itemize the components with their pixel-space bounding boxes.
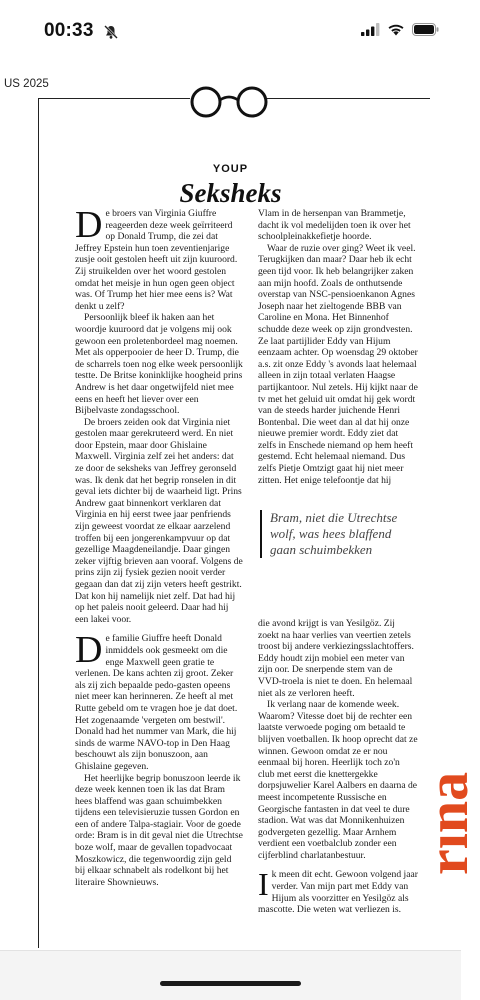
side-section-title: rına	[415, 771, 480, 875]
newspaper-page	[0, 70, 480, 950]
glasses-logo-icon	[188, 85, 270, 119]
left-vertical-rule	[38, 98, 39, 948]
dropcap: D	[75, 204, 103, 246]
article-column-right-bottom	[258, 618, 418, 916]
article-headline: Seksheks	[179, 178, 282, 208]
paragraph: Persoonlijk bleef ik haken aan het woordje kuuroord dat je volgens mij ook gewoon een proletenbordeel mag noemen. Met als opperpooier de heer D. Trump, die de scharrels toen nog elke week persoonlijk testte. De Britse koninklijke hoogheid prins Andrew is het daar ongetwijfeld niet mee eens en heeft het liever over een Bijbelvaste zondagsschool.	[75, 312, 243, 417]
battery-icon	[412, 23, 439, 36]
paragraph: De broers van Virginia Giuffre reageerden deze week geïrriteerd op Donald Trump, die zei dat Jeffrey Epstein hun toen zeventienjarige zusje ooit gestolen heeft uit zijn kuuroord. Zij struikelden over het woord gestolen omdat het meisje in hun ogen geen object was. Of Trump het hier mee eens is? Wat denkt u zelf?	[75, 204, 238, 312]
paragraph: Vlam in de hersenpan van Brammetje, dacht ik vol medelijden toen ik over het schoolpleinakkefietje hoorde.	[258, 208, 411, 243]
paragraph: Ik verlang naar de komende week. Waarom? Vitesse doet bij de rechter een laatste verwoede poging om betaald te blijven voetballen. Ik hoop oprecht dat ze winnen. Gewoon omdat ze er nou eenmaal bij horen. Heerlijk toch zo'n club met eerst die knettergekke dorpsjuwelier Karel Aalbers en daarna de meest incompetente Russische en Georgische fantasten in dat veel te dure stadion. Wat was dat Monnikenhuizen godvergeten gezellig. Maar Arnhem verdient een voetbalclub zonder een cijferblind charlatanbestuur.	[258, 699, 418, 861]
top-rule-left	[38, 98, 190, 99]
bottom-bar	[0, 950, 461, 1000]
status-bar	[0, 0, 461, 70]
wifi-icon	[387, 23, 405, 36]
masthead-date: US 2025	[4, 78, 49, 90]
article-column-left	[75, 204, 243, 888]
signal-icon	[361, 23, 380, 36]
top-rule-right	[265, 98, 430, 99]
paragraph: Het heerlijke begrip bonuszoon leerde ik deze week kennen toen ik las dat Bram hees blaffend was gaan schuimbekken tijdens een televisieruzie tussen Gordon en een of andere Talpa-stagiair. Voor de goede orde: Bram is in dit geval niet die Utrechtse boze wolf, maar de gevallen topadvocaat Moszkowicz, die tegenwoordig zijn geld bij elkaar schnabelt als rodelkont bij het literaire Shownieuws.	[75, 772, 243, 888]
dropcap: D	[75, 629, 103, 672]
paragraph: De familie Giuffre heeft Donald inmiddels ook gesmeekt om die enge Maxwell geen gratie te verlenen. De kans achten zij groot. Zeker als zij zich bepaalde pedo-gasten opeens niet meer kan herinneren. Ze heeft al met Rutte gebeld om te vragen hoe je dat doet. Het zogenaamde 'vergeten om bestwil'. Donald had het nummer van Mark, die hij sinds de warme NAVO-top in Den Haag beschouwt als zijn bonuszoon, aan Ghislaine gegeven.	[75, 629, 238, 772]
status-icons	[361, 23, 439, 36]
home-indicator[interactable]	[160, 981, 301, 986]
dropcap: I	[258, 866, 269, 903]
paragraph: Ik meen dit echt. Gewoon volgend jaar verder. Van mijn part met Eddy van Hijum als voorzitter en Yesilgöz als mascotte. Die weten wat verliezen is.	[258, 866, 418, 916]
paragraph: Waar de ruzie over ging? Weet ik veel. Terugkijken dan maar? Daar heb ik echt geen tijd voor. Ik heb belangrijker zaken aan mijn hoofd. Zoals de onthutsende overstap van NSC-pensioenkanon Agnes Joseph naar het zieltogende BBB van Caroline en Mona. Het Binnenhof schudde deze week op zijn grondvesten. Ze laat partijlider Eddy van Hijum eenzaam achter. Op woensdag 29 oktober a.s. zit onze Eddy 's avonds laat helemaal alleen in zijn totaal verlaten Haagse partijkantoor. Nul zetels. Hij kijkt naar de tv met het geluid uit omdat hij gek wordt van de steeds harder juichende Henri Bontenbal. Die weet dan al dat hij onze nieuwe premier wordt. Eddy ziet dat zelfs in Enschede niemand op hem heeft gestemd. Echt helemaal niemand. Dus zelfs Pietje Omtzigt gaat hij niet meer zitten. Het enige telefoontje dat hij	[258, 242, 418, 486]
pull-quote: Bram, niet die Utrechtse wolf, was hees blaffend gaan schuimbekken	[260, 510, 410, 558]
paragraph: die avond krijgt is van Yesilgöz. Zij zoekt na haar verlies van veertien zetels troost bij andere verkiezingsslachtoffers. Eddy houdt zijn mobiel een meter van zijn oor. De snerpende stem van de VVD-troela is niet te doen. En helemaal niet als ze verloren heeft.	[258, 618, 414, 699]
bell-slash-icon	[103, 24, 119, 40]
article-column-right-top	[258, 208, 418, 486]
status-time: 00:33	[44, 20, 94, 41]
paragraph: De broers zeiden ook dat Virginia niet gestolen maar gerekruteerd werd. En niet door Epstein, maar door Ghislaine Maxwell. Virginia zelf zei het anders: dat ze door de seksheks van Jeffrey geronseld was. Ik denk dat het begrip ronselen in dit geval iets dichter bij de waarheid ligt. Prins Andrew gaat binnenkort verklaren dat Virginia en hij eerst twee jaar penfriends zijn geweest voordat ze elkaar aarzelend troffen bij een jongerenkampvuur op dat gezellige Maagdeneilandje. Daar gingen zeker vijftig brieven aan vooraf. Volgens de prins zijn zij fysiek gezien nooit verder gegaan dan dat zij zijn veters heeft gestrikt. Dat kon hij namelijk niet zelf. Dat had hij op het paleis nooit geleerd. Daar had hij een lakei voor.	[75, 416, 243, 625]
article-kicker: YOUP	[212, 163, 249, 175]
